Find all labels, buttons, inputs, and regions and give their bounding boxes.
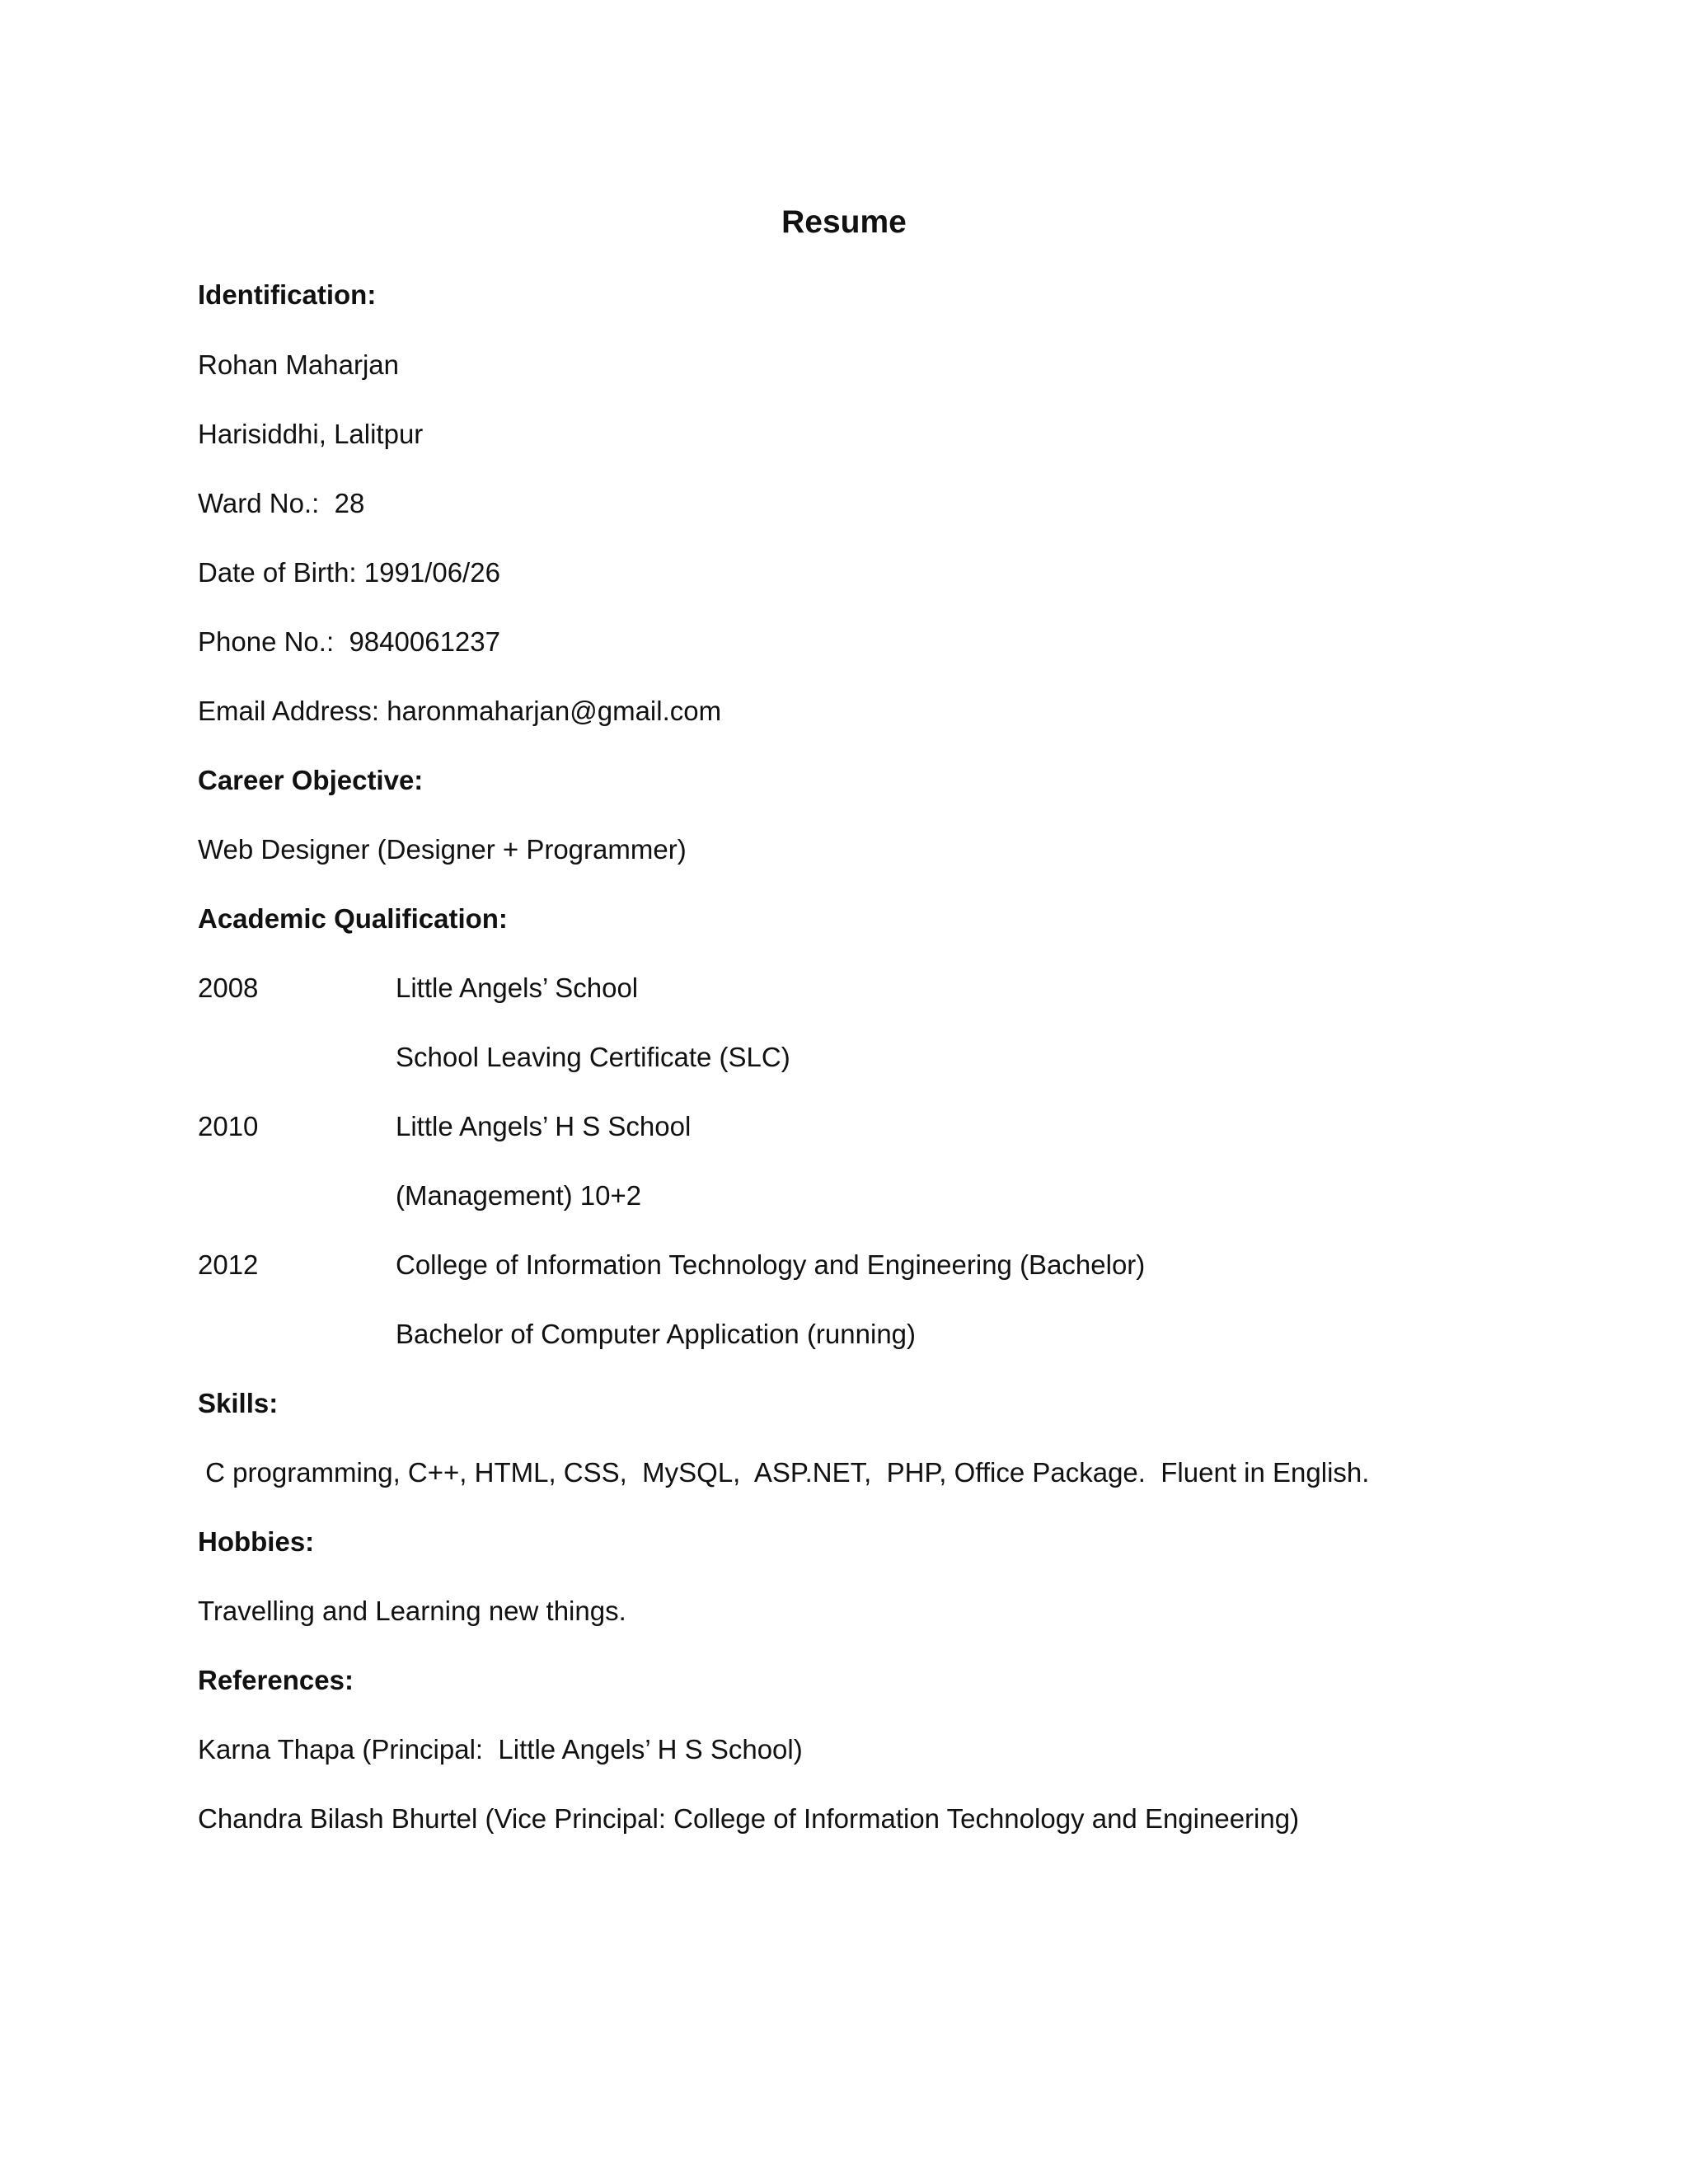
hobbies-text: Travelling and Learning new things. [198, 1596, 626, 1626]
address-text: Harisiddhi, Lalitpur [198, 419, 424, 449]
name-text: Rohan Maharjan [198, 349, 399, 380]
identification-heading: Identification: [198, 279, 377, 310]
references-heading: References: [198, 1665, 354, 1695]
academic-year: 2008 [198, 972, 259, 1003]
ward-text: Ward No.: 28 [198, 488, 365, 518]
academic-heading: Academic Qualification: [198, 903, 508, 934]
academic-year: 2010 [198, 1111, 259, 1141]
academic-institution: Little Angels’ School [396, 972, 639, 1003]
page-title: Resume [781, 204, 907, 240]
career-objective-heading: Career Objective: [198, 765, 424, 795]
skills-text: C programming, C++, HTML, CSS, MySQL, ASP.NET, PHP, Office Package. Fluent in English. [198, 1457, 1370, 1488]
skills-heading: Skills: [198, 1388, 279, 1418]
academic-program: Bachelor of Computer Application (running) [396, 1319, 917, 1349]
academic-year: 2012 [198, 1249, 259, 1280]
email-text: Email Address: haronmaharjan@gmail.com [198, 696, 722, 726]
career-objective-text: Web Designer (Designer + Programmer) [198, 834, 687, 865]
reference-item: Karna Thapa (Principal: Little Angels’ H S School) [198, 1734, 803, 1765]
reference-item: Chandra Bilash Bhurtel (Vice Principal: College of Information Technology and Engineering) [198, 1803, 1300, 1834]
academic-program: (Management) 10+2 [396, 1180, 642, 1211]
academic-institution: Little Angels’ H S School [396, 1111, 692, 1141]
academic-institution: College of Information Technology and Engineering (Bachelor) [396, 1249, 1146, 1280]
hobbies-heading: Hobbies: [198, 1526, 315, 1557]
dob-text: Date of Birth: 1991/06/26 [198, 557, 500, 588]
academic-program: School Leaving Certificate (SLC) [396, 1042, 790, 1072]
phone-text: Phone No.: 9840061237 [198, 626, 500, 657]
